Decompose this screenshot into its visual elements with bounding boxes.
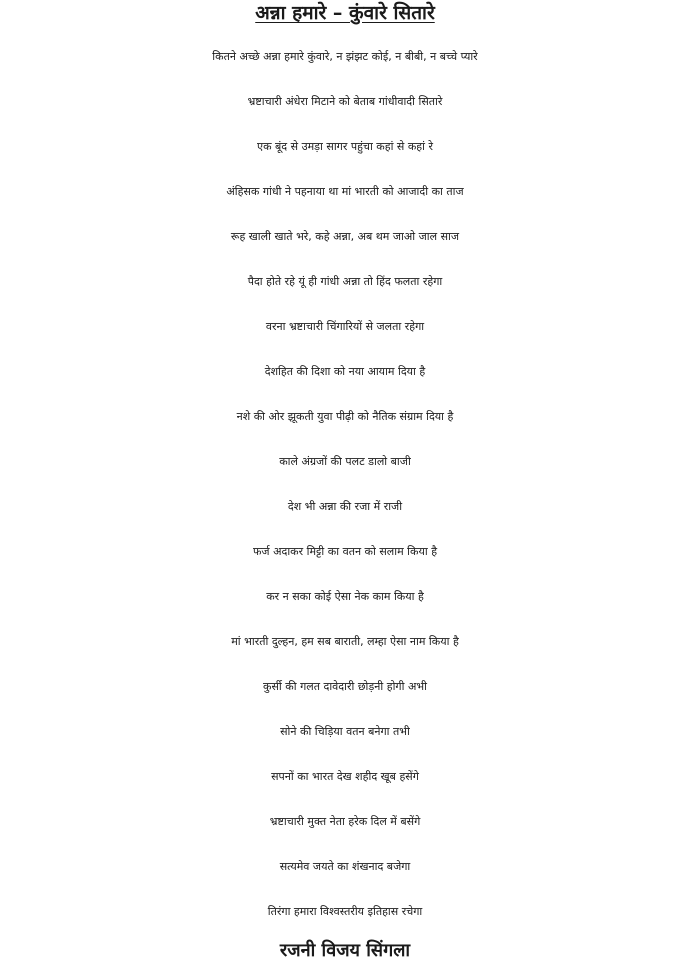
poem-line: एक बूंद से उमड़ा सागर पहुंचा कहां से कहां रे	[256, 140, 433, 153]
poem-line: देश भी अन्ना की रजा में राजी	[287, 500, 403, 513]
poem-line: सोने की चिड़िया वतन बनेगा तभी	[280, 725, 410, 738]
poem-line: भ्रष्टाचारी मुक्त नेता हरेक दिल में बसेंगे	[269, 815, 421, 828]
poem-line: भ्रष्टाचारी अंधेरा मिटाने को बेताब गांधीवादी सितारे	[247, 95, 443, 108]
poem-line: कर न सका कोई ऐसा नेक काम किया है	[266, 590, 424, 603]
poem-line: सपनों का भारत देख शहीद खूब हसेंगे	[271, 770, 419, 783]
poem-line: पैदा होते रहे यूं ही गांधी अन्ना तो हिंद फलता रहेगा	[247, 275, 443, 288]
poem-title: अन्ना हमारे – कुंवारे सितारे	[255, 2, 435, 24]
author-name: रजनी विजय सिंगला	[279, 940, 411, 961]
poem-line: देशहित की दिशा को नया आयाम दिया है	[264, 365, 426, 378]
poem-line: सत्यमेव जयते का शंखनाद बजेगा	[279, 860, 411, 873]
poem-line: मां भारती दुल्हन, हम सब बाराती, लम्हा ऐसा नाम किया है	[231, 635, 459, 648]
poem-body	[0, 42, 690, 942]
poem-line: नशे की ओर झूकती युवा पीढ़ी को नैतिक संग्राम दिया है	[236, 410, 454, 423]
poem-line: तिरंगा हमारा विश्वस्तरीय इतिहास रचेगा	[267, 905, 423, 918]
poem-line: काले अंग्रजों की पलट डालो बाजी	[279, 455, 411, 468]
poem-line: वरना भ्रष्टाचारी चिंगारियों से जलता रहेगा	[265, 320, 425, 333]
poem-line: अंहिसक गांधी ने पहनाया था मां भारती को आजादी का ताज	[226, 185, 464, 198]
poem-line: रूह खाली खाते भरे, कहे अन्ना, अब थम जाओ जाल साज	[230, 230, 460, 243]
poem-line: फर्ज अदाकर मिट्टी का वतन को सलाम किया है	[252, 545, 438, 558]
poem-line: कुर्सी की गलत दावेदारी छोड़नी होगी अभी	[263, 680, 427, 693]
poem-line: कितने अच्छे अन्ना हमारे कुंवारे, न झंझट कोई, न बीबी, न बच्चे प्यारे	[212, 50, 478, 63]
